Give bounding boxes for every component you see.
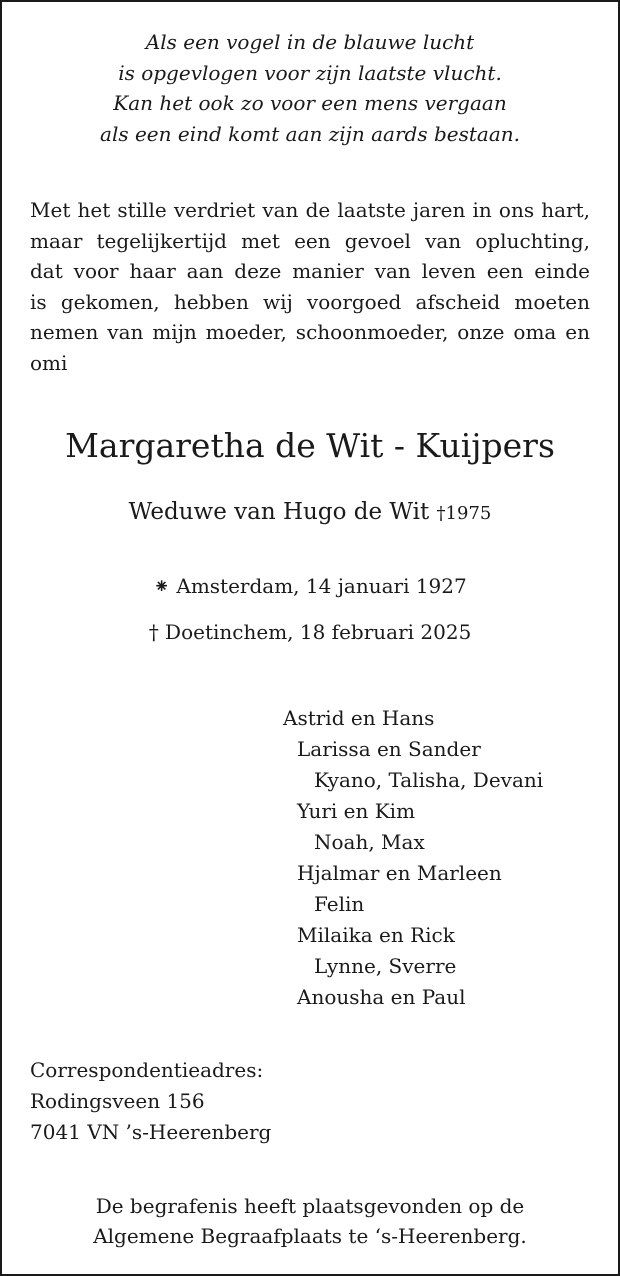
intro-text [30,195,590,379]
funeral-line: De begrafenis heeft plaatsgevonden op de [95,1194,525,1218]
intro-line: nemen van mijn moeder, schoonmoeder, onze oma en [30,320,590,345]
poem-line: Als een vogel in de blauwe lucht [145,30,475,54]
family-member: Yuri en Kim [297,799,416,823]
address-city: 7041 VN ’s-Heerenberg [30,1120,272,1144]
funeral-line: Algemene Begraafplaats te ‘s-Heerenberg. [93,1224,527,1248]
family-member: Noah, Max [314,830,425,854]
family-member: Milaika en Rick [297,923,455,947]
poem-line: is opgevlogen voor zijn laatste vlucht. [118,60,502,85]
family-list [283,703,543,1013]
family-member: Felin [314,892,365,916]
intro-line: is gekomen, hebben wij voorgoed afscheid moeten [30,289,590,314]
intro-line: Met het stille verdriet van de laatste jaren in ons hart, [30,198,590,222]
family-member: Hjalmar en Marleen [297,861,502,885]
intro-line: maar tegelijkertijd met een gevoel van opluchting, [30,228,590,253]
birth-date: ⁕ Amsterdam, 14 januari 1927 [153,574,467,598]
life-dates [0,572,620,647]
family-member: Anousha en Paul [297,985,466,1009]
correspondence-address [30,1055,271,1148]
intro-line: omi [30,350,68,375]
poem [0,27,620,149]
death-date: † Doetinchem, 18 februari 2025 [148,620,472,644]
family-member: Lynne, Sverre [314,954,457,978]
deceased-name: Margaretha de Wit - Kuijpers [65,426,555,465]
address-label: Correspondentieadres: [30,1058,264,1082]
intro-line: dat voor haar aan deze manier van leven een einde [30,259,590,284]
family-member: Larissa en Sander [297,737,481,761]
family-member: Kyano, Talisha, Devani [314,768,544,792]
widow-of-text: Weduwe van Hugo de Wit [128,499,430,525]
address-street: Rodingsveen 156 [30,1089,205,1113]
funeral-notice [0,1191,620,1251]
poem-line: Kan het ook zo voor een mens vergaan [113,91,507,115]
widow-of [0,496,620,530]
husband-death-year: †1975 [436,503,492,524]
poem-line: als een eind komt aan zijn aards bestaan. [100,121,520,146]
family-member: Astrid en Hans [283,706,435,730]
